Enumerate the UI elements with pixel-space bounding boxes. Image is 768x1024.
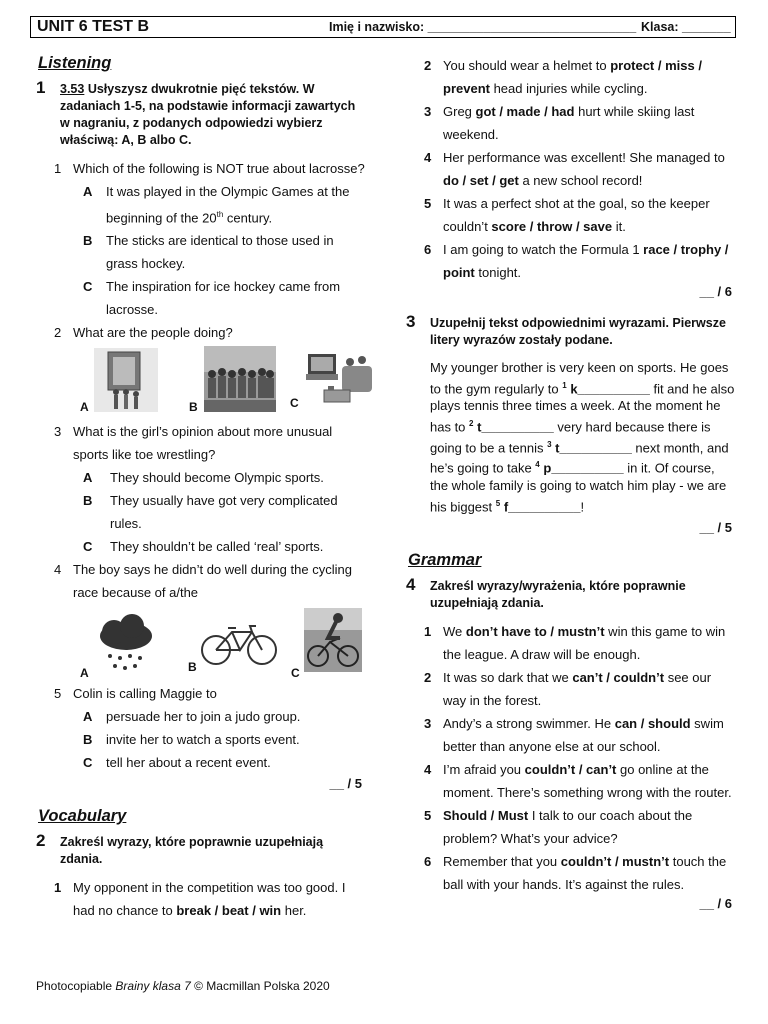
sentence-item: 6 I am going to watch the Formula 1 race / trophy / point tonight.: [424, 242, 729, 280]
question-4-pictures: A B C: [36, 604, 366, 682]
museum-visitors-picture: [94, 348, 158, 412]
test-header: [30, 16, 736, 38]
sentence-item: 4 Her performance was excellent! She managed to do / set / get a new school record!: [424, 150, 725, 188]
grammar-score[interactable]: __ / 6: [699, 895, 732, 911]
class-field[interactable]: Klasa: _______: [641, 20, 731, 34]
sentence-item: 1 We don’t have to / mustn’t win this game to win the league. A draw will be enough.: [424, 623, 726, 662]
audio-ref: 3.53: [60, 82, 85, 96]
unit-title: UNIT 6 TEST B: [37, 18, 150, 35]
left-column: [36, 48, 366, 922]
answer-choices[interactable]: can / should: [614, 715, 691, 731]
vocabulary-task3-score[interactable]: __ / 5: [699, 519, 732, 535]
answer-choices[interactable]: got / made / had: [475, 104, 575, 119]
option-b[interactable]: B The sticks are identical to those used in grass hockey.: [83, 233, 334, 272]
question-1: 1 Which of the following is NOT true about lacrosse?: [54, 161, 365, 176]
gap-1-input[interactable]: k__________: [570, 380, 650, 396]
gap-4-input[interactable]: p__________: [543, 460, 624, 476]
task-2-items-right: [406, 54, 736, 284]
option-c[interactable]: C tell her about a recent event.: [83, 755, 271, 771]
rain-cloud-icon: [96, 614, 156, 674]
option-a[interactable]: A persuade her to join a judo group.: [83, 709, 301, 725]
task-4-items: [406, 620, 736, 896]
task-1-instruction: [36, 78, 366, 149]
sentence-item: 2 You should wear a helmet to protect / miss / prevent head injuries while cycling.: [424, 58, 702, 96]
bicycle-icon: [200, 622, 278, 666]
question-5: 5 Colin is calling Maggie to: [54, 686, 217, 702]
listening-heading: Listening: [38, 54, 112, 72]
task-2-instruction: 2 Zakreśl wyrazy, które poprawnie uzupełniają zdania.: [36, 831, 324, 867]
name-field[interactable]: Imię i nazwisko: ______________________________: [329, 20, 637, 34]
sentence-item: 5 It was a perfect shot at the goal, so the keeper couldn’t score / throw / save it.: [424, 196, 710, 234]
footer-copyright: Photocopiable Brainy klasa 7 © Macmillan Polska 2020: [36, 979, 330, 993]
sentence-item: 6 Remember that you couldn’t / mustn’t touch the ball with your hands. It’s against the rules.: [424, 853, 727, 892]
question-2: 2 What are the people doing?: [54, 325, 233, 341]
question-3: 3 What is the girl’s opinion about more unusual sports like toe wrestling?: [54, 424, 333, 463]
vocabulary-heading: Vocabulary: [38, 807, 127, 826]
grammar-heading: Grammar: [408, 550, 482, 569]
right-column: [406, 54, 736, 911]
listening-score[interactable]: __ / 5: [329, 776, 362, 792]
gap-5-input[interactable]: f__________: [503, 499, 581, 515]
answer-choices[interactable]: race / trophy / point: [443, 242, 729, 280]
answer-choices[interactable]: break / beat / win: [176, 903, 282, 919]
sports-team-picture: [204, 346, 276, 412]
option-b[interactable]: B They usually have got very complicated rules.: [83, 493, 338, 532]
sentence-item: 3 Andy’s a strong swimmer. He can / should swim better than anyone else at our school.: [424, 715, 724, 754]
option-c[interactable]: C The inspiration for ice hockey came from lacrosse.: [83, 279, 341, 318]
answer-choices[interactable]: can’t / couldn’t: [572, 669, 665, 685]
option-a[interactable]: A It was played in the Olympic Games at the beginning of the 20th century.: [83, 184, 350, 226]
task-2-items-left: [36, 876, 366, 922]
task-3-text: My younger brother is very keen on sports. He goes to the gym regularly to $^1$ k__________ fit and he also plays tennis three times a week. At the moment he has to $^2$ t__________ very hard because there is going to be a tennis $^3$ t__________ next month, and he’s going to take $^4$ p__________ in it. Of course, the whole family is going to watch him play - we are his biggest $^5$ f__________!: [430, 360, 735, 515]
answer-choices[interactable]: protect / miss / prevent: [443, 58, 702, 96]
question-4: 4 The boy says he didn’t do well during the cycling race because of a/the: [54, 562, 352, 601]
option-a[interactable]: A They should become Olympic sports.: [83, 470, 324, 486]
watching-tv-picture: [304, 346, 376, 410]
answer-choices[interactable]: don’t have to / mustn’t: [465, 623, 605, 639]
answer-choices[interactable]: do / set / get: [443, 173, 519, 188]
question-2-pictures: A B C: [36, 344, 366, 420]
sentence-item: 3 Greg got / made / had hurt while skiing last weekend.: [424, 104, 695, 142]
answer-choices[interactable]: score / throw / save: [491, 219, 613, 234]
option-b[interactable]: B invite her to watch a sports event.: [83, 732, 300, 748]
cyclist-picture: [304, 608, 362, 672]
sentence-item: 1 My opponent in the competition was too good. I had no chance to break / beat / win her.: [54, 880, 346, 919]
answer-choices[interactable]: Should / Must: [443, 807, 529, 823]
answer-choices[interactable]: couldn’t / mustn’t: [560, 853, 670, 869]
task-4-instruction: 4 Zakreśl wyrazy/wyrażenia, które poprawnie uzupełniają zdania.: [406, 574, 686, 610]
option-c[interactable]: C They shouldn’t be called ‘real’ sports.: [83, 539, 324, 555]
sentence-item: 5 Should / Must I talk to our coach about the problem? What’s your advice?: [424, 807, 693, 846]
sentence-item: 4 I’m afraid you couldn’t / can’t go online at the moment. There’s something wrong with the router.: [424, 761, 732, 800]
gap-3-input[interactable]: t__________: [555, 439, 632, 455]
sentence-item: 2 It was so dark that we can’t / couldn’t see our way in the forest.: [424, 669, 712, 708]
task-3-instruction: 3 Uzupełnij tekst odpowiednimi wyrazami. Pierwsze litery wyrazów zostały podane.: [406, 312, 726, 347]
gap-2-input[interactable]: t__________: [477, 419, 554, 435]
task-number: 1: [36, 78, 46, 97]
instruction-text: Usłyszysz dwukrotnie pięć tekstów. W zadaniach 1-5, na podstawie informacji zawartych w nagraniu, z podanych odpowiedzi wybierz właściwą: A, B albo C.: [60, 82, 356, 147]
vocabulary-task2-score[interactable]: __ / 6: [699, 284, 732, 299]
answer-choices[interactable]: couldn’t / can’t: [524, 761, 617, 777]
